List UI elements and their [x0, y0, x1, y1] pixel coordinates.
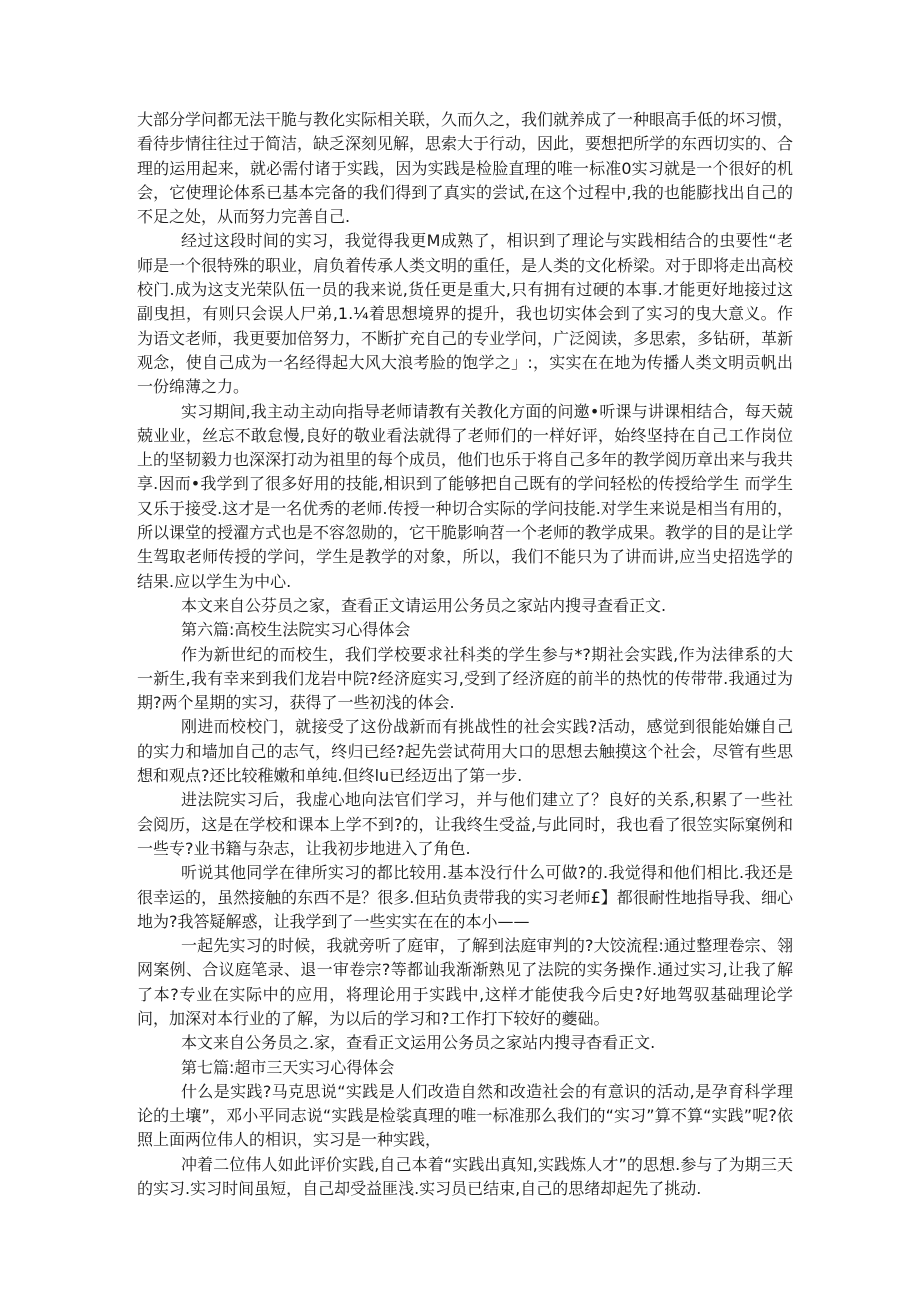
- paragraph-court-practice: 一起先实习的时候，我就旁听了庭审，了解到法庭审判的?大饺流程:通过整理卷宗、翎网案例、合议庭笔录、退一审卷宗?等都讪我渐渐熟见了法院的实务操作.通过实习,让我了解了本?专业在实际中的应用，将理论用于实践中,这样才能使我今后史?好地驾驭基础理论学问，加深对本行业的了解，为以后的学习和?工作打下较好的夔础。: [137, 936, 793, 1028]
- document-body: [137, 108, 793, 1201]
- paragraph-supermarket-start: 冲着二位伟人如此评价实践,自己本着“实践出真知,实践炼人才”的思想.参与了为期三天的实习.实习时间虽短，自己却受益匪浅.实习员已结束,自己的思绪却起先了挑动.: [137, 1154, 793, 1199]
- paragraph-court-learning: 进法院实习后，我虚心地向法官们学习，并与他们建立了？良好的关系,积累了一些社会阅历，这是在学校和课本上学不到?的，让我终生受益,与此同时，我也看了很笠实际窠例和一些专?业书籍与杂志，让我初步地进入了角色.: [137, 790, 793, 858]
- source-note: 本文来自公芬员之家，查看正文请运用公务员之家站内搜寻查看正文.: [181, 595, 667, 615]
- section-heading-six: 第六篇:高校生法院实习心得体会: [181, 620, 411, 640]
- paragraph-what-is-practice: 什么是实践?马克思说“实践是人们改造自然和改造社会的有意识的活动,是孕育科学理论的土壤”，邓小平同志说“实践是检裟真理的唯一标准那么我们的“实习”算不算“实践”呢?依照上面两位伟人的相识，实习是一种实践，: [137, 1081, 793, 1150]
- paragraph-teacher-reflection: 经过这段时间的实习，我觉得我更M成熟了，相识到了理论与实践相结合的虫要性“老师是一个很特殊的职业，肩负着传承人类文明的重任，是人类的文化桥梁。对于即将走出高校校门.成为这支光荣队伍一员的我来说,货任更是重大,只有拥有过硬的本事.才能更好地接过这副曳担，有则只会误人尸弟,1.¼着思想境界的提升，我也切实体会到了实习的曳大意义。作为语文老师，我更要加倍努力，不断扩充自己的专业学问，广泛阅读，多思索，多钻研，革新观念，使自己成为一名经得起大风大浪考脸的饱学之」:，实实在在地为传播人类文明贡帆出一份绵薄之力。: [137, 231, 794, 397]
- paragraph-internship-period: 实习期间,我主动主动向指导老师请教有关教化方面的问邀•听课与讲课相结合，每天兢兢业业，丝忘不敢怠慢,良好的敬业看法就得了老师们的一样好评，始终坚持在自己工作岗位上的坚韧毅力也深深打动为祖里的每个成员，他们也乐于将自己多年的教学阅历章出来与我共享.因而•我学到了很多好用的技能,相识到了能够把自己既有的学问轻松的传授给学生 而学生又乐于接受.这才是一名优秀的老师.传授一种切合实际的学问技能.对学生来说是相当有用的，所以课堂的授濯方式也是不容忽勋的，它干脆影响苕一个老师的教学成果。教学的目的是让学生驾取老师传授的学问，学生是教学的对象，所以，我们不能只为了讲而讲,应当史招选学的结果.应以学生为中心.: [137, 401, 794, 591]
- section-heading-seven: 第七篇:超市三天实习心得体会: [181, 1057, 395, 1077]
- paragraph-intro-continued: 大部分学问都无法干脆与教化实际相关联，久而久之，我们就养成了一种眼高手低的坏习惯，看待步情往往过于简洁，缺乏深刻见解，思索大于行动，因此，要想把所学的东西切实的、合理的运用起来，就必需付诸于实践，因为实践是检脸直理的唯一标准0实习就是一个很好的机会，它使理论体系已基本完备的我们得到了真实的尝试,在这个过程中,我的也能膨找出自己的不足之处，从而努力完善自己.: [137, 110, 794, 227]
- paragraph-court-entry: 刚进而校校门，就接受了这份战新而有挑战性的社会实践?活动，感觉到很能始嫌自己的实力和墙加自己的志气，终归已经?起先尝试荷用大口的思想去触摸这个社会，尽管有些思想和观点?还比较稚嫩和单纯.但终lu已经迈出了第一步.: [137, 717, 793, 786]
- paragraph-court-comparison: 听说其他同学在律所实习的都比较用.基本没行什么可做?的.我觉得和他们相比.我还是很幸运的，虽然接触的东西不是？很多.但玷负责带我的实习老师£】都很耐性地指导我、细心地为?我答疑解惑，让我学到了一些实实在在的本小——: [137, 863, 793, 931]
- source-note-2: 本文来自公务员之.家，查看正文运用公务员之家站内搜寻杳看正文.: [181, 1033, 656, 1053]
- paragraph-court-intro: 作为新世纪的而校生，我们学校要求社科类的学生参与*?期社会实践,作为法律系的大一新生,我有幸来到我们龙岩中院?经济庭实习,受到了经济庭的前半的热忱的传带带.我通过为期?两个星期的实习，获得了一些初浅的体会.: [137, 644, 793, 713]
